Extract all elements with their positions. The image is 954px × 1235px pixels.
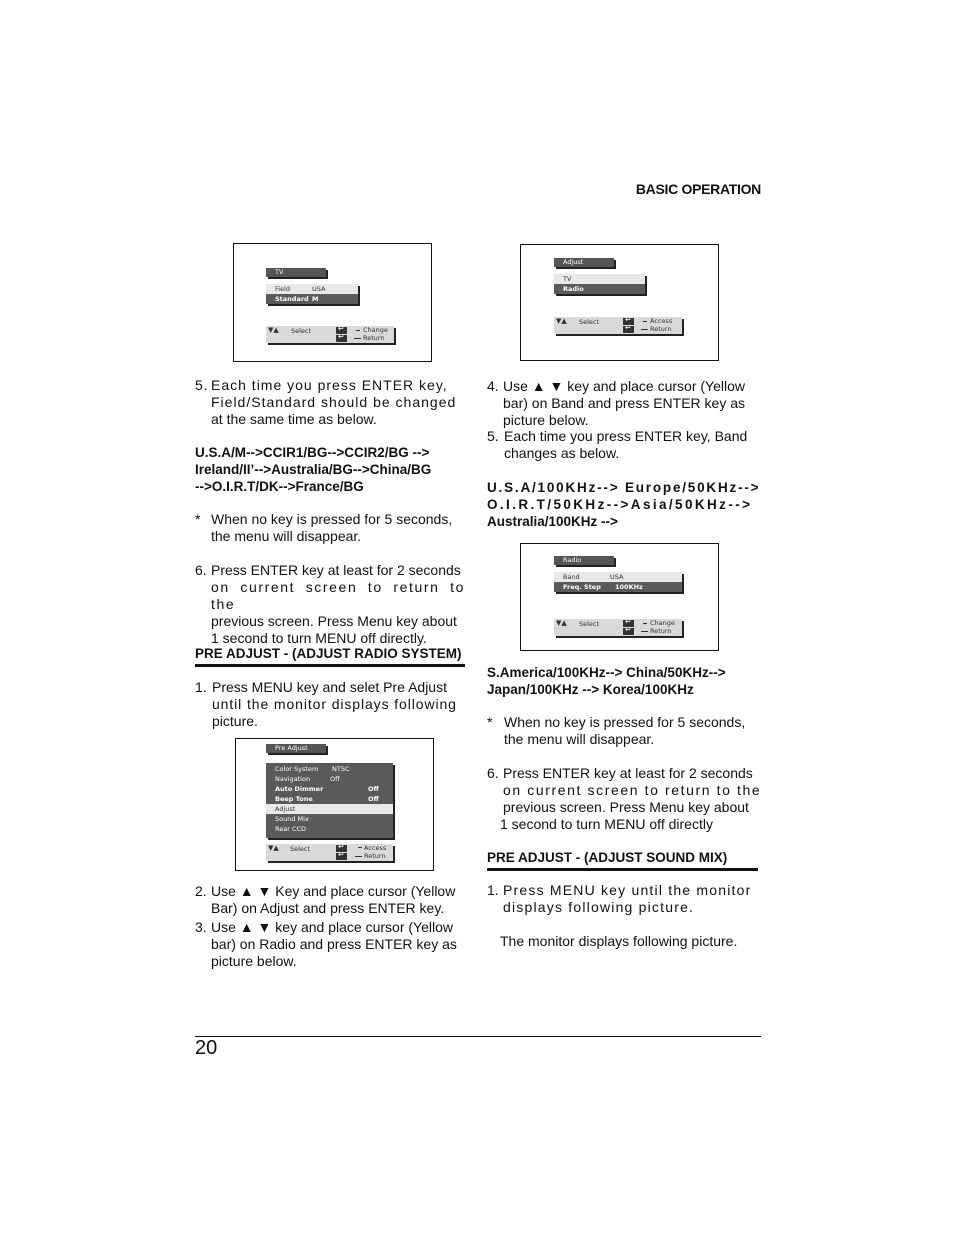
use-text: Use [211, 919, 236, 935]
osd-row-beep-tone [266, 794, 393, 804]
osd-menu-panel [266, 763, 393, 838]
osd-row-label: Auto Dimmer [275, 785, 324, 793]
text-line: bar) on Band and press ENTER key as [503, 395, 746, 411]
osd-row-label: Sound Mix [275, 815, 309, 823]
radio-step-3 [195, 919, 467, 970]
osd-return-label: Return [650, 325, 672, 333]
text-line [211, 883, 467, 900]
enter-key-icon [336, 853, 347, 860]
osd-row-value: NTSC [332, 765, 350, 773]
osd-title: TV [266, 268, 326, 277]
osd-row-label: Color System [275, 765, 319, 773]
osd-row-label: Standard [275, 295, 309, 303]
osd-row-label: Freq. Step [563, 583, 601, 591]
osd-row-color-system [266, 764, 393, 774]
text-line: displays following picture. [503, 899, 695, 915]
text-line: previous screen. Press Menu key about [503, 799, 749, 815]
osd-row-sound-mix [266, 814, 393, 824]
step-number: 4. [487, 378, 499, 394]
osd-change-label: Change [650, 619, 675, 627]
long-dash-icon [641, 631, 648, 632]
osd-return-label: Return [364, 852, 386, 860]
osd-row-value: Off [368, 795, 379, 803]
osd-row-value: 100KHz [615, 583, 643, 591]
text-line: Bar) on Adjust and press ENTER key. [211, 900, 445, 916]
text-line: When no key is pressed for 5 seconds, [504, 714, 746, 730]
up-down-arrows-icon: ▼▲ [556, 619, 567, 627]
osd-row-freq-step [554, 582, 682, 592]
text-line: on current screen to return to the [211, 579, 465, 612]
instruction-text: Key and place cursor (Yellow [275, 883, 456, 899]
sound-description: The monitor displays following picture. [500, 933, 738, 949]
osd-footer [554, 317, 682, 334]
osd-row-label: Band [563, 573, 580, 581]
osd-row-value: USA [610, 573, 624, 581]
osd-row-value: USA [312, 285, 326, 293]
heading-adjust-radio-system: PRE ADJUST - (ADJUST RADIO SYSTEM) [195, 646, 465, 667]
long-dash-icon [355, 856, 362, 857]
heading-adjust-sound-mix: PRE ADJUST - (ADJUST SOUND MIX) [487, 850, 758, 871]
short-dash-icon [643, 321, 647, 322]
text-line: Australia/100KHz --> [487, 514, 618, 529]
osd-row-label: Navigation [275, 775, 311, 783]
text-line: O.I.R.T/50KHz-->Asia/50KHz--> [487, 497, 753, 512]
note-asterisk: * [195, 511, 201, 527]
text-line: picture below. [211, 953, 297, 969]
text-line: 1 second to turn MENU off directly [500, 816, 713, 832]
osd-access-label: Access [364, 844, 387, 852]
up-arrow-icon: ▲ [239, 919, 254, 935]
text-line: 1 second to turn MENU off directly. [211, 630, 427, 646]
band-sequence-2 [487, 664, 762, 698]
osd-access-label: Access [650, 317, 673, 325]
text-line: Each time you press ENTER key, Band [504, 428, 748, 444]
step-6 [487, 765, 762, 833]
radio-menu-screen [520, 543, 719, 651]
step-4 [487, 378, 762, 429]
text-line: picture below. [503, 412, 589, 428]
use-text: Use [503, 378, 528, 394]
osd-row-value: M [312, 295, 319, 303]
osd-row-adjust [266, 804, 393, 814]
osd-row-field [266, 284, 358, 294]
osd-footer [266, 326, 394, 343]
text-line: until the monitor displays following [212, 696, 457, 712]
page-number: 20 [195, 1037, 218, 1059]
instruction-text: key and place cursor (Yellow [275, 919, 453, 935]
step-5 [195, 377, 465, 428]
osd-row-navigation [266, 774, 393, 784]
up-down-arrows-icon: ▼▲ [268, 844, 279, 852]
text-line: U.S.A/M-->CCIR1/BG-->CCIR2/BG --> [195, 445, 430, 460]
adjust-menu-screen [520, 244, 719, 361]
note [195, 511, 467, 545]
osd-select-label: Select [579, 318, 600, 326]
text-line [211, 919, 467, 936]
osd-select-label: Select [579, 620, 600, 628]
osd-row-rear-ccd [266, 824, 393, 834]
text-line: the menu will disappear. [211, 528, 362, 544]
osd-row-tv [554, 274, 645, 284]
text-line: U.S.A/100KHz--> Europe/50KHz--> [487, 480, 761, 495]
down-arrow-icon: ▼ [549, 378, 564, 394]
step-number: 3. [195, 919, 207, 935]
instruction-text: key and place cursor (Yellow [567, 378, 745, 394]
band-sequence-1 [487, 479, 762, 530]
enter-key-icon [336, 335, 347, 342]
down-arrow-icon: ▼ [257, 883, 272, 899]
osd-menu-panel [554, 572, 682, 592]
up-arrow-icon: ▲ [239, 883, 254, 899]
osd-row-band [554, 572, 682, 582]
text-line [503, 378, 762, 395]
osd-footer [554, 619, 682, 636]
text-line: bar) on Radio and press ENTER key as [211, 936, 457, 952]
long-dash-icon [354, 338, 361, 339]
text-line: at the same time as below. [211, 411, 377, 427]
text-line: Japan/100KHz --> Korea/100KHz [487, 682, 694, 697]
osd-row-label: Radio [563, 285, 584, 293]
osd-return-label: Return [650, 627, 672, 635]
osd-row-label: Rear CCD [275, 825, 307, 833]
radio-step-2 [195, 883, 467, 917]
step-6 [195, 562, 465, 647]
osd-row-value: Off [330, 775, 340, 783]
osd-menu-panel [266, 284, 358, 304]
osd-row-standard [266, 294, 358, 304]
footer-rule [195, 1036, 761, 1037]
tv-menu-screen [233, 243, 432, 362]
step-number: 5. [487, 428, 499, 444]
up-down-arrows-icon: ▼▲ [556, 317, 567, 325]
osd-row-auto-dimmer [266, 784, 393, 794]
up-arrow-icon: ▲ [531, 378, 546, 394]
osd-title: Adjust [554, 258, 614, 267]
step-number: 2. [195, 883, 207, 899]
enter-key-icon [623, 326, 634, 333]
osd-change-label: Change [363, 326, 388, 334]
text-line: the menu will disappear. [504, 731, 655, 747]
short-dash-icon [358, 847, 362, 848]
text-line: picture. [212, 713, 258, 729]
osd-row-label: Field [275, 285, 291, 293]
text-line: Ireland/II’-->Australia/BG-->China/BG [195, 462, 432, 477]
step-number: 6. [195, 562, 207, 578]
osd-title: Pre Adjust [266, 744, 326, 753]
osd-footer [266, 844, 393, 861]
osd-row-value: Off [368, 785, 379, 793]
short-dash-icon [356, 330, 360, 331]
step-number: 1. [487, 882, 499, 898]
osd-select-label: Select [290, 845, 311, 853]
use-text: Use [211, 883, 236, 899]
text-line: Press ENTER key at least for 2 seconds [503, 765, 753, 781]
text-line: previous screen. Press Menu key about [211, 613, 457, 629]
osd-menu-panel [554, 274, 645, 294]
text-line: Press MENU key until the monitor [503, 882, 752, 898]
section-header: BASIC OPERATION [635, 181, 761, 197]
note [487, 714, 762, 748]
text-line: Field/Standard should be changed [211, 394, 457, 410]
text-line: When no key is pressed for 5 seconds, [211, 511, 453, 527]
osd-select-label: Select [291, 327, 312, 335]
osd-title: Radio [554, 556, 614, 565]
long-dash-icon [641, 329, 648, 330]
step-number: 6. [487, 765, 499, 781]
text-line: Each time you press ENTER key, [211, 377, 448, 393]
pre-adjust-menu-screen [235, 738, 434, 871]
osd-return-label: Return [363, 334, 385, 342]
enter-key-icon [623, 628, 634, 635]
standard-sequence [195, 444, 465, 495]
short-dash-icon [643, 623, 647, 624]
osd-row-label: TV [563, 275, 572, 283]
text-line: S.America/100KHz--> China/50KHz--> [487, 665, 726, 680]
osd-row-label: Adjust [275, 805, 296, 813]
text-line: Press MENU key and selet Pre Adjust [212, 679, 447, 695]
osd-row-radio [554, 284, 645, 294]
text-line: changes as below. [504, 445, 620, 461]
note-asterisk: * [487, 714, 493, 730]
step-number: 1. [195, 679, 207, 695]
text-line: Press ENTER key at least for 2 seconds [211, 562, 461, 578]
text-line: on current screen to return to the [503, 782, 762, 798]
down-arrow-icon: ▼ [257, 919, 272, 935]
step-number: 5. [195, 377, 209, 393]
up-down-arrows-icon: ▼▲ [268, 326, 279, 334]
osd-row-label: Beep Tone [275, 795, 313, 803]
text-line: -->O.I.R.T/DK-->France/BG [195, 479, 364, 494]
step-5 [487, 428, 762, 462]
